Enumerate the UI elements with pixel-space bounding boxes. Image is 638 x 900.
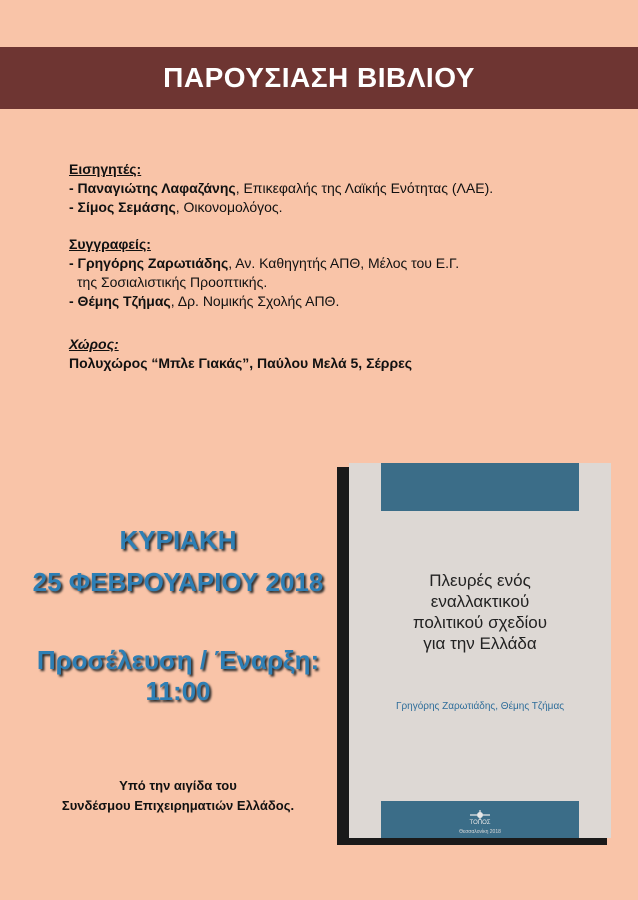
book-top-band [381, 463, 579, 511]
author-item [69, 292, 609, 311]
speaker-item [69, 198, 609, 217]
authors-heading: Συγγραφείς: [69, 236, 151, 252]
book-authors: Γρηγόρης Ζαρωτιάδης, Θέμης Τζήμας [395, 701, 565, 712]
speakers-heading: Εισηγητές: [69, 161, 142, 177]
banner-title: ΠΑΡΟΥΣΙΑΣΗ ΒΙΒΛΙΟΥ [163, 62, 475, 93]
event-time: 11:00 [145, 676, 211, 706]
book-title-line: Πλευρές ενός [429, 571, 531, 590]
venue-address: Πολυχώρος “Μπλε Γιακάς”, Παύλου Μελά 5, Σέρρες [69, 355, 413, 371]
publisher-name: ΤΟΠΟΣ [469, 820, 491, 826]
speakers-section [69, 160, 609, 217]
speaker-name: - Σίμος Σεμάσης [69, 199, 176, 215]
event-day: ΚΥΡΙΑΚΗ [119, 525, 237, 555]
event-info [69, 160, 609, 391]
speaker-name: - Παναγιώτης Λαφαζάνης [69, 180, 236, 196]
author-name: - Γρηγόρης Ζαρωτιάδης [69, 255, 229, 271]
book-title-line: πολιτικού σχεδίου [412, 613, 548, 632]
book-cover [349, 463, 611, 838]
speaker-role: , Επικεφαλής της Λαϊκής Ενότητας (ΛΑΕ). [235, 180, 494, 196]
speaker-item [69, 179, 609, 198]
author-name: - Θέμης Τζήμας [69, 293, 171, 309]
authors-section [69, 235, 609, 311]
event-date: 25 ΦΕΒΡΟΥΑΡΙΟΥ 2018 [32, 567, 324, 597]
venue-section [69, 335, 609, 373]
speaker-role: , Οικονομολόγος. [175, 199, 283, 215]
author-item [69, 254, 609, 273]
auspice-line: Υπό την αιγίδα του [119, 778, 237, 793]
publisher-city: Θεσσαλονίκη 2018 [459, 829, 501, 835]
venue-heading: Χώρος: [69, 336, 119, 352]
auspice-line: Συνδέσμου Επιχειρηματιών Ελλάδος. [61, 798, 295, 813]
book-title-line: για την Ελλάδα [423, 634, 537, 653]
auspice-note [0, 776, 356, 816]
author-role: , Αν. Καθηγητής ΑΠΘ, Μέλος του Ε.Γ. [228, 255, 460, 271]
author-role: , Δρ. Νομικής Σχολής ΑΠΘ. [170, 293, 340, 309]
book-title [381, 570, 579, 654]
arrival-label: Προσέλευση / Έναρξη: [36, 645, 320, 675]
title-banner [0, 47, 638, 109]
author-role-continuation: της Σοσιαλιστικής Προοπτικής. [77, 274, 268, 290]
book-title-line: εναλλακτικού [430, 592, 530, 611]
